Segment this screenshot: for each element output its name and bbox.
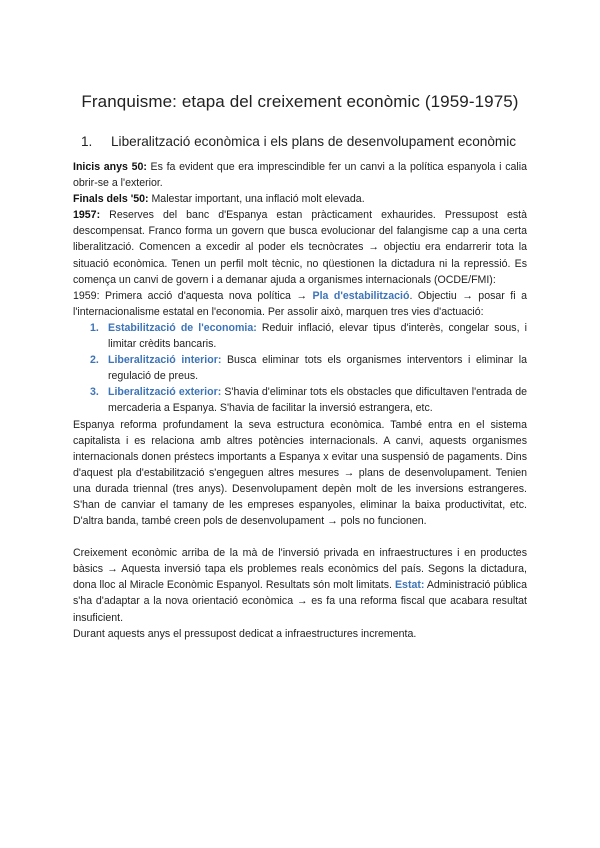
paragraph-text: Administració pública s'ha d'adaptar a la nova orientació econòmica → es fa una reforma fiscal que acabara resultat insuficient. (73, 579, 527, 624)
highlight-term: Pla d'estabilització (312, 289, 410, 302)
paragraph-creixement (73, 545, 527, 625)
paragraph-1957 (73, 207, 527, 287)
list-text: Reduir inflació, elevar tipus d'interès, congelar sous, i limitar crèdits bancaris. (108, 321, 527, 351)
paragraph-label: Inicis anys 50: (73, 161, 147, 173)
paragraph-text: Reserves del banc d'Espanya estan pràcticament exhaurides. Pressupost està descompensat. Franco forma un govern que busca evolucionar del falangisme cap a una certa liberalització. Comencen a excedir al poder els tecnòcrates → objectiu era endarrerir tota la situació econòmica. Tenen un perfil molt tècnic, no qüestionen la dictadura ni la repressió. Es comença un canvi de govern i a demanar ajuda a organismes internacionals (OCDE/FMI): (73, 209, 527, 286)
paragraph-text: . Objectiu → posar fi a l'internacionalisme estatal en l'economia. Per assolir això, marquen tres vies d'actuació: (73, 289, 527, 318)
paragraph-1959 (73, 288, 527, 320)
list-item (73, 352, 527, 384)
list-label: Liberalització interior: (108, 354, 222, 367)
paragraph-text: Es fa evident que era imprescindible fer un canvi a la política espanyola i calia obrir-se a l'exterior. (73, 161, 527, 190)
document-body (73, 159, 527, 642)
list-number: 3. (90, 386, 99, 399)
list-label: Liberalització exterior: (108, 386, 222, 399)
list-number: 2. (90, 354, 99, 367)
paragraph-label: Finals dels '50: (73, 193, 149, 206)
list-text: Busca eliminar tots els organismes interventors i eliminar la regulació de preus. (108, 354, 527, 383)
paragraph-inicis (73, 159, 527, 191)
paragraph-text: Creixement econòmic arriba de la mà de l'inversió privada en infraestructures i en productes bàsics → Aquesta inversió tapa els problemes reals econòmics del país. Segons la dictadura, dona lloc al Miracle Econòmic Espanyol. Resultats són molt limitats. (73, 547, 527, 592)
paragraph-text: 1959: Primera acció d'aquesta nova política → (73, 289, 313, 302)
paragraph-label: 1957: (73, 209, 101, 222)
paragraph-reforma: Espanya reforma profundament la seva estructura econòmica. També entra en el sistema capitalista i es relaciona amb altres potències internacionals. A canvi, aquests organismes internacionals donen préstecs importants a Espanya x evitar una suspensió de pagaments. Dins d'aquest pla d'estabilització s'engeguen altres mesures → plans de desenvolupament. Tenien una durada triennal (tres anys). Desenvolupament depèn molt de les inversions estrangeres. S'han de canviar el tamany de les empreses espanyoles, eliminar la baixa productivitat, etc. D'altra banda, també creen pols de desenvolupament → pols no funcionen. (73, 418, 527, 528)
list-label: Estabilització de l'economia: (108, 321, 257, 334)
paragraph-pressupost: Durant aquests anys el pressupost dedicat a infraestructures incrementa. (73, 627, 417, 640)
highlight-term: Estat: (394, 579, 425, 592)
paragraph-finals (73, 191, 527, 207)
paragraph-spacer (73, 529, 527, 545)
measures-list (73, 320, 527, 417)
section-number: 1. (81, 134, 93, 149)
list-item (73, 384, 527, 416)
section-heading (81, 133, 516, 151)
list-number: 1. (90, 321, 99, 334)
page-title: Franquisme: etapa del creixement econòmic (1959-1975) (81, 92, 519, 111)
list-text: S'havia d'eliminar tots els obstacles que dificultaven l'entrada de mercaderia a Espanya. S'havia de facilitar la inversió estrangera, etc. (108, 386, 527, 415)
section-title: Liberalització econòmica i els plans de desenvolupament econòmic (111, 134, 517, 149)
paragraph-text: Malestar important, una inflació molt elevada. (148, 193, 365, 206)
list-item (73, 320, 527, 352)
